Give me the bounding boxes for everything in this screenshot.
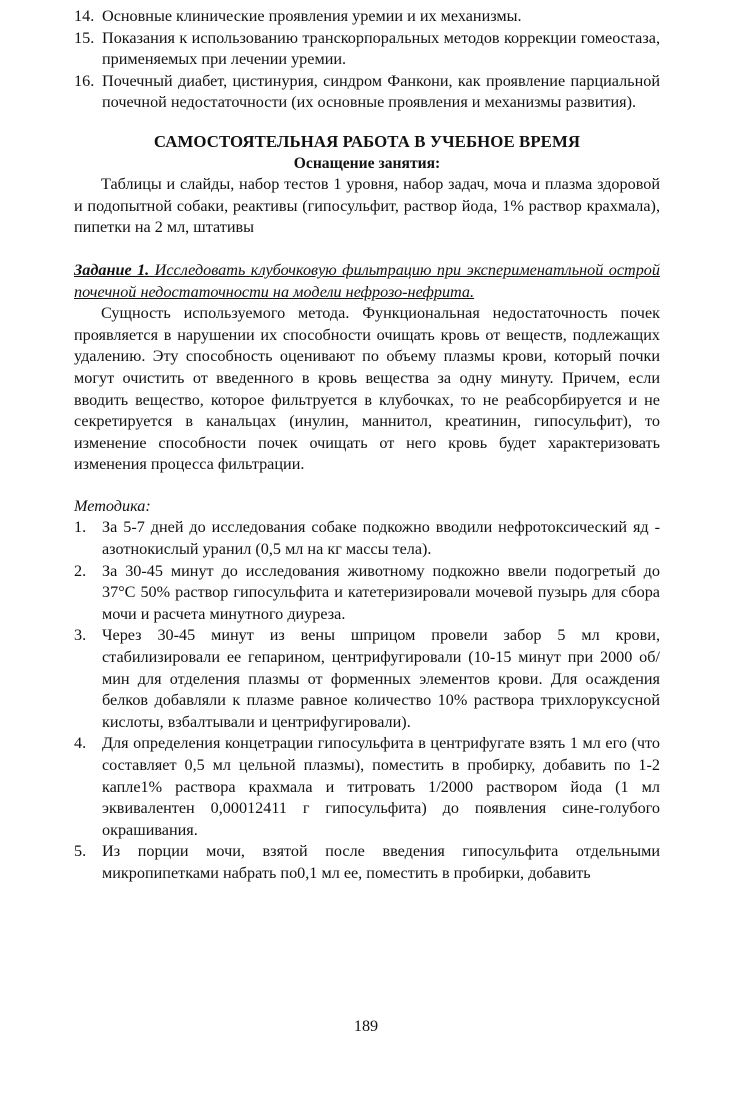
top-question-list bbox=[74, 6, 660, 114]
list-item-number: 16. bbox=[74, 71, 95, 90]
section-title: САМОСТОЯТЕЛЬНАЯ РАБОТА В УЧЕБНОЕ ВРЕМЯ bbox=[153, 131, 581, 151]
list-item-text: Почечный диабет, цистинурия, синдром Фанкони, как проявление парциальной почечной недостаточности (их основные проявления и механизмы развития). bbox=[102, 71, 660, 112]
equipment-text: Таблицы и слайды, набор тестов 1 уровня, набор задач, моча и плазма здоровой и подопытной собаки, реактивы (гипосульфит, раствор йода, 1% раствор крахмала), пипетки на 2 мл, штативы bbox=[74, 175, 660, 237]
list-item bbox=[74, 71, 660, 114]
list-item bbox=[74, 625, 660, 733]
list-item bbox=[74, 28, 660, 71]
task-label: Задание 1. bbox=[74, 260, 150, 279]
list-item-number: 3. bbox=[74, 626, 87, 645]
list-item bbox=[74, 6, 660, 28]
list-item-number: 1. bbox=[74, 518, 87, 537]
list-item bbox=[74, 841, 660, 884]
list-item-text: Для определения концетрации гипосульфита в центрифугате взять 1 мл его (что составляет 0,5 мл цельной плазмы), поместить в пробирку, добавить по 1-2 капле1% раствора крахмала и титровать 1/2000 раствором йода (1 мл эквивалентен 0,00012411 г гипосульфита) до появления сине-голубого окрашивания. bbox=[102, 734, 660, 839]
list-item-text: Показания к использованию транскорпоральных методов коррекции гомеостаза, применяемых при лечении уремии. bbox=[102, 28, 660, 69]
list-item-text: Основные клинические проявления уремии и их механизмы. bbox=[102, 7, 522, 25]
list-item-text: Через 30-45 минут из вены шприцом провели забор 5 мл крови, стабилизировали ее гепарином, центрифугировали (10-15 минут при 2000 об/мин для отделения плазмы от форменных элементов крови. Для осаждения белков добавляли к плазме равное количество 10% раствора трихлоруксусной кислоты, взбалтывали и центрифугировали). bbox=[102, 626, 660, 731]
task-text: Исследовать клубочковую фильтрацию при эксперименатльной острой почечной недостаточности на модели нефрозо-нефрита. bbox=[74, 260, 660, 301]
list-item-text: За 30-45 минут до исследования животному подкожно ввели подогретый до 37°С 50% раствор гипосульфита и катетеризировали мочевой пузырь для сбора мочи и расчета минутного диуреза. bbox=[102, 561, 660, 623]
list-item-number: 4. bbox=[74, 734, 87, 753]
equipment-title: Оснащение занятия: bbox=[293, 154, 441, 172]
list-item bbox=[74, 561, 660, 626]
list-item bbox=[74, 517, 660, 560]
list-item-number: 15. bbox=[74, 28, 95, 47]
list-item-number: 5. bbox=[74, 842, 87, 861]
list-item-number: 14. bbox=[74, 7, 95, 25]
document-page bbox=[74, 6, 660, 885]
task-heading bbox=[74, 260, 660, 303]
method-title: Методика: bbox=[74, 496, 151, 515]
list-item-text: Из порции мочи, взятой после введения гипосульфита отдельными микропипетками набрать по0,1 мл ее, поместить в пробирки, добавить bbox=[102, 842, 660, 882]
list-item-number: 2. bbox=[74, 561, 87, 580]
list-item-text: За 5-7 дней до исследования собаке подкожно вводили нефротоксический яд - азотнокислый уранил (0,5 мл на кг массы тела). bbox=[102, 518, 660, 559]
method-list bbox=[74, 517, 660, 884]
list-item bbox=[74, 733, 660, 841]
essence-paragraph: Сущность используемого метода. Функциональная недостаточность почек проявляется в нарушении их способности очищать кровь от веществ, подлежащих удалению. Эту способность оценивают по объему плазмы крови, который почки могут очистить от введенного в кровь вещества за одну минуту. Причем, если вводить вещество, которое фильтруется в клубочках, то не реабсорбируется и не секретируется в канальцах (инулин, маннитол, креатинин, гипосульфит), то изменение способности почек очищать от него кровь будет характеризовать изменения процесса фильтрации. bbox=[74, 304, 660, 474]
page-number: 189 bbox=[353, 1017, 379, 1035]
